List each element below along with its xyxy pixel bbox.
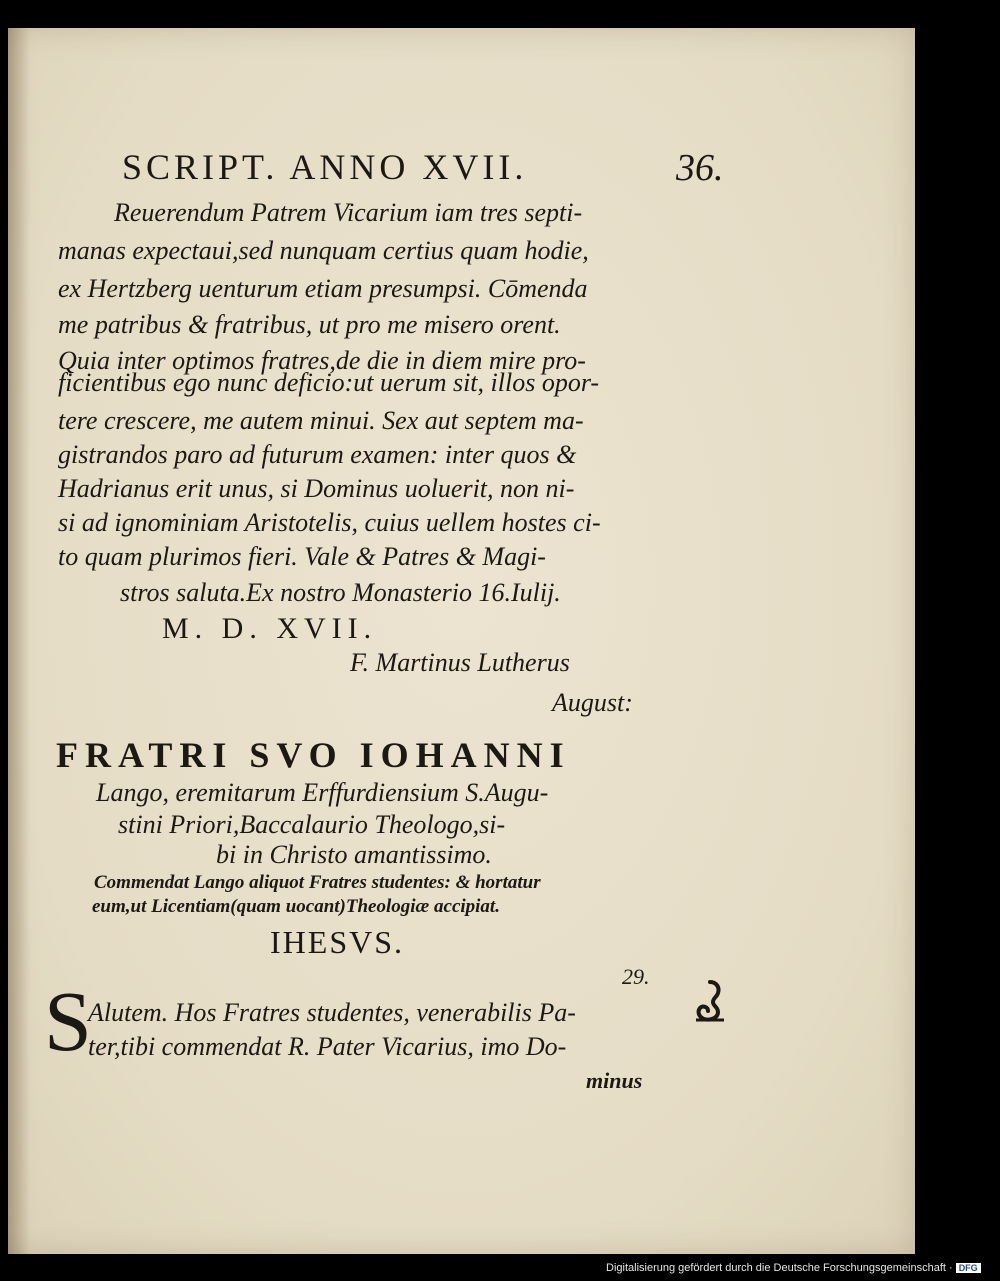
- body-line: ex Hertzberg uenturum etiam presumpsi. Cōmenda: [58, 274, 588, 303]
- signature-order: August:: [552, 688, 633, 717]
- invocation: IHESVS.: [270, 924, 405, 960]
- body-line: to quam plurimos fieri. Vale & Patres & Magi-: [58, 542, 546, 571]
- digitization-credit: [606, 1262, 981, 1274]
- address-line: stini Priori,Baccalaurio Theologo,si-: [118, 810, 506, 839]
- drop-cap: S: [44, 973, 92, 1069]
- body-line: ficientibus ego nunc deficio:ut uerum sit, illos opor-: [58, 368, 600, 397]
- page-number: 36.: [676, 147, 724, 189]
- body-line: me patribus & fratribus, ut pro me misero orent.: [58, 310, 561, 339]
- letter-heading: FRATRI SVO IOHANNI: [56, 735, 571, 775]
- body-line: Alutem. Hos Fratres studentes, venerabilis Pa-: [88, 998, 576, 1027]
- body-line: si ad ignominiam Aristotelis, cuius uellem hostes ci-: [58, 508, 601, 537]
- address-line: Lango, eremitarum Erffurdiensium S.Augu-: [96, 778, 549, 807]
- summary-line: Commendat Lango aliquot Fratres studentes: & hortatur: [94, 872, 541, 893]
- page-gutter-shadow: [8, 28, 30, 1254]
- signature-name: F. Martinus Lutherus: [350, 648, 570, 677]
- book-page: [8, 28, 915, 1254]
- body-line: Quia inter optimos fratres,de die in diem mire pro-: [58, 346, 586, 375]
- body-line: tere crescere, me autem minui. Sex aut septem ma-: [58, 406, 584, 435]
- body-line: manas expectaui,sed nunquam certius quam hodie,: [58, 236, 589, 265]
- body-line: Reuerendum Patrem Vicarium iam tres septi-: [114, 198, 583, 227]
- address-line: bi in Christo amantissimo.: [216, 840, 492, 869]
- body-line: stros saluta.Ex nostro Monasterio 16.Iulij.: [120, 578, 561, 607]
- date-line: M. D. XVII.: [162, 612, 378, 645]
- body-line: Hadrianus erit unus, si Dominus uoluerit, non ni-: [58, 474, 575, 503]
- dfg-logo: DFG: [956, 1263, 981, 1273]
- body-line: gistrandos paro ad futurum examen: inter quos &: [58, 440, 577, 469]
- running-title: SCRIPT. ANNO XVII.: [122, 147, 528, 187]
- summary-line: eum,ut Licentiam(quam uocant)Theologiæ accipiat.: [92, 896, 500, 917]
- pointing-hand-icon: [688, 978, 732, 1028]
- body-line: ter,tibi commendat R. Pater Vicarius, imo Do-: [88, 1032, 567, 1061]
- catchword: minus: [586, 1068, 643, 1093]
- credit-text: Digitalisierung gefördert durch die Deutsche Forschungsgemeinschaft ·: [606, 1262, 953, 1274]
- margin-number: 29.: [622, 964, 650, 989]
